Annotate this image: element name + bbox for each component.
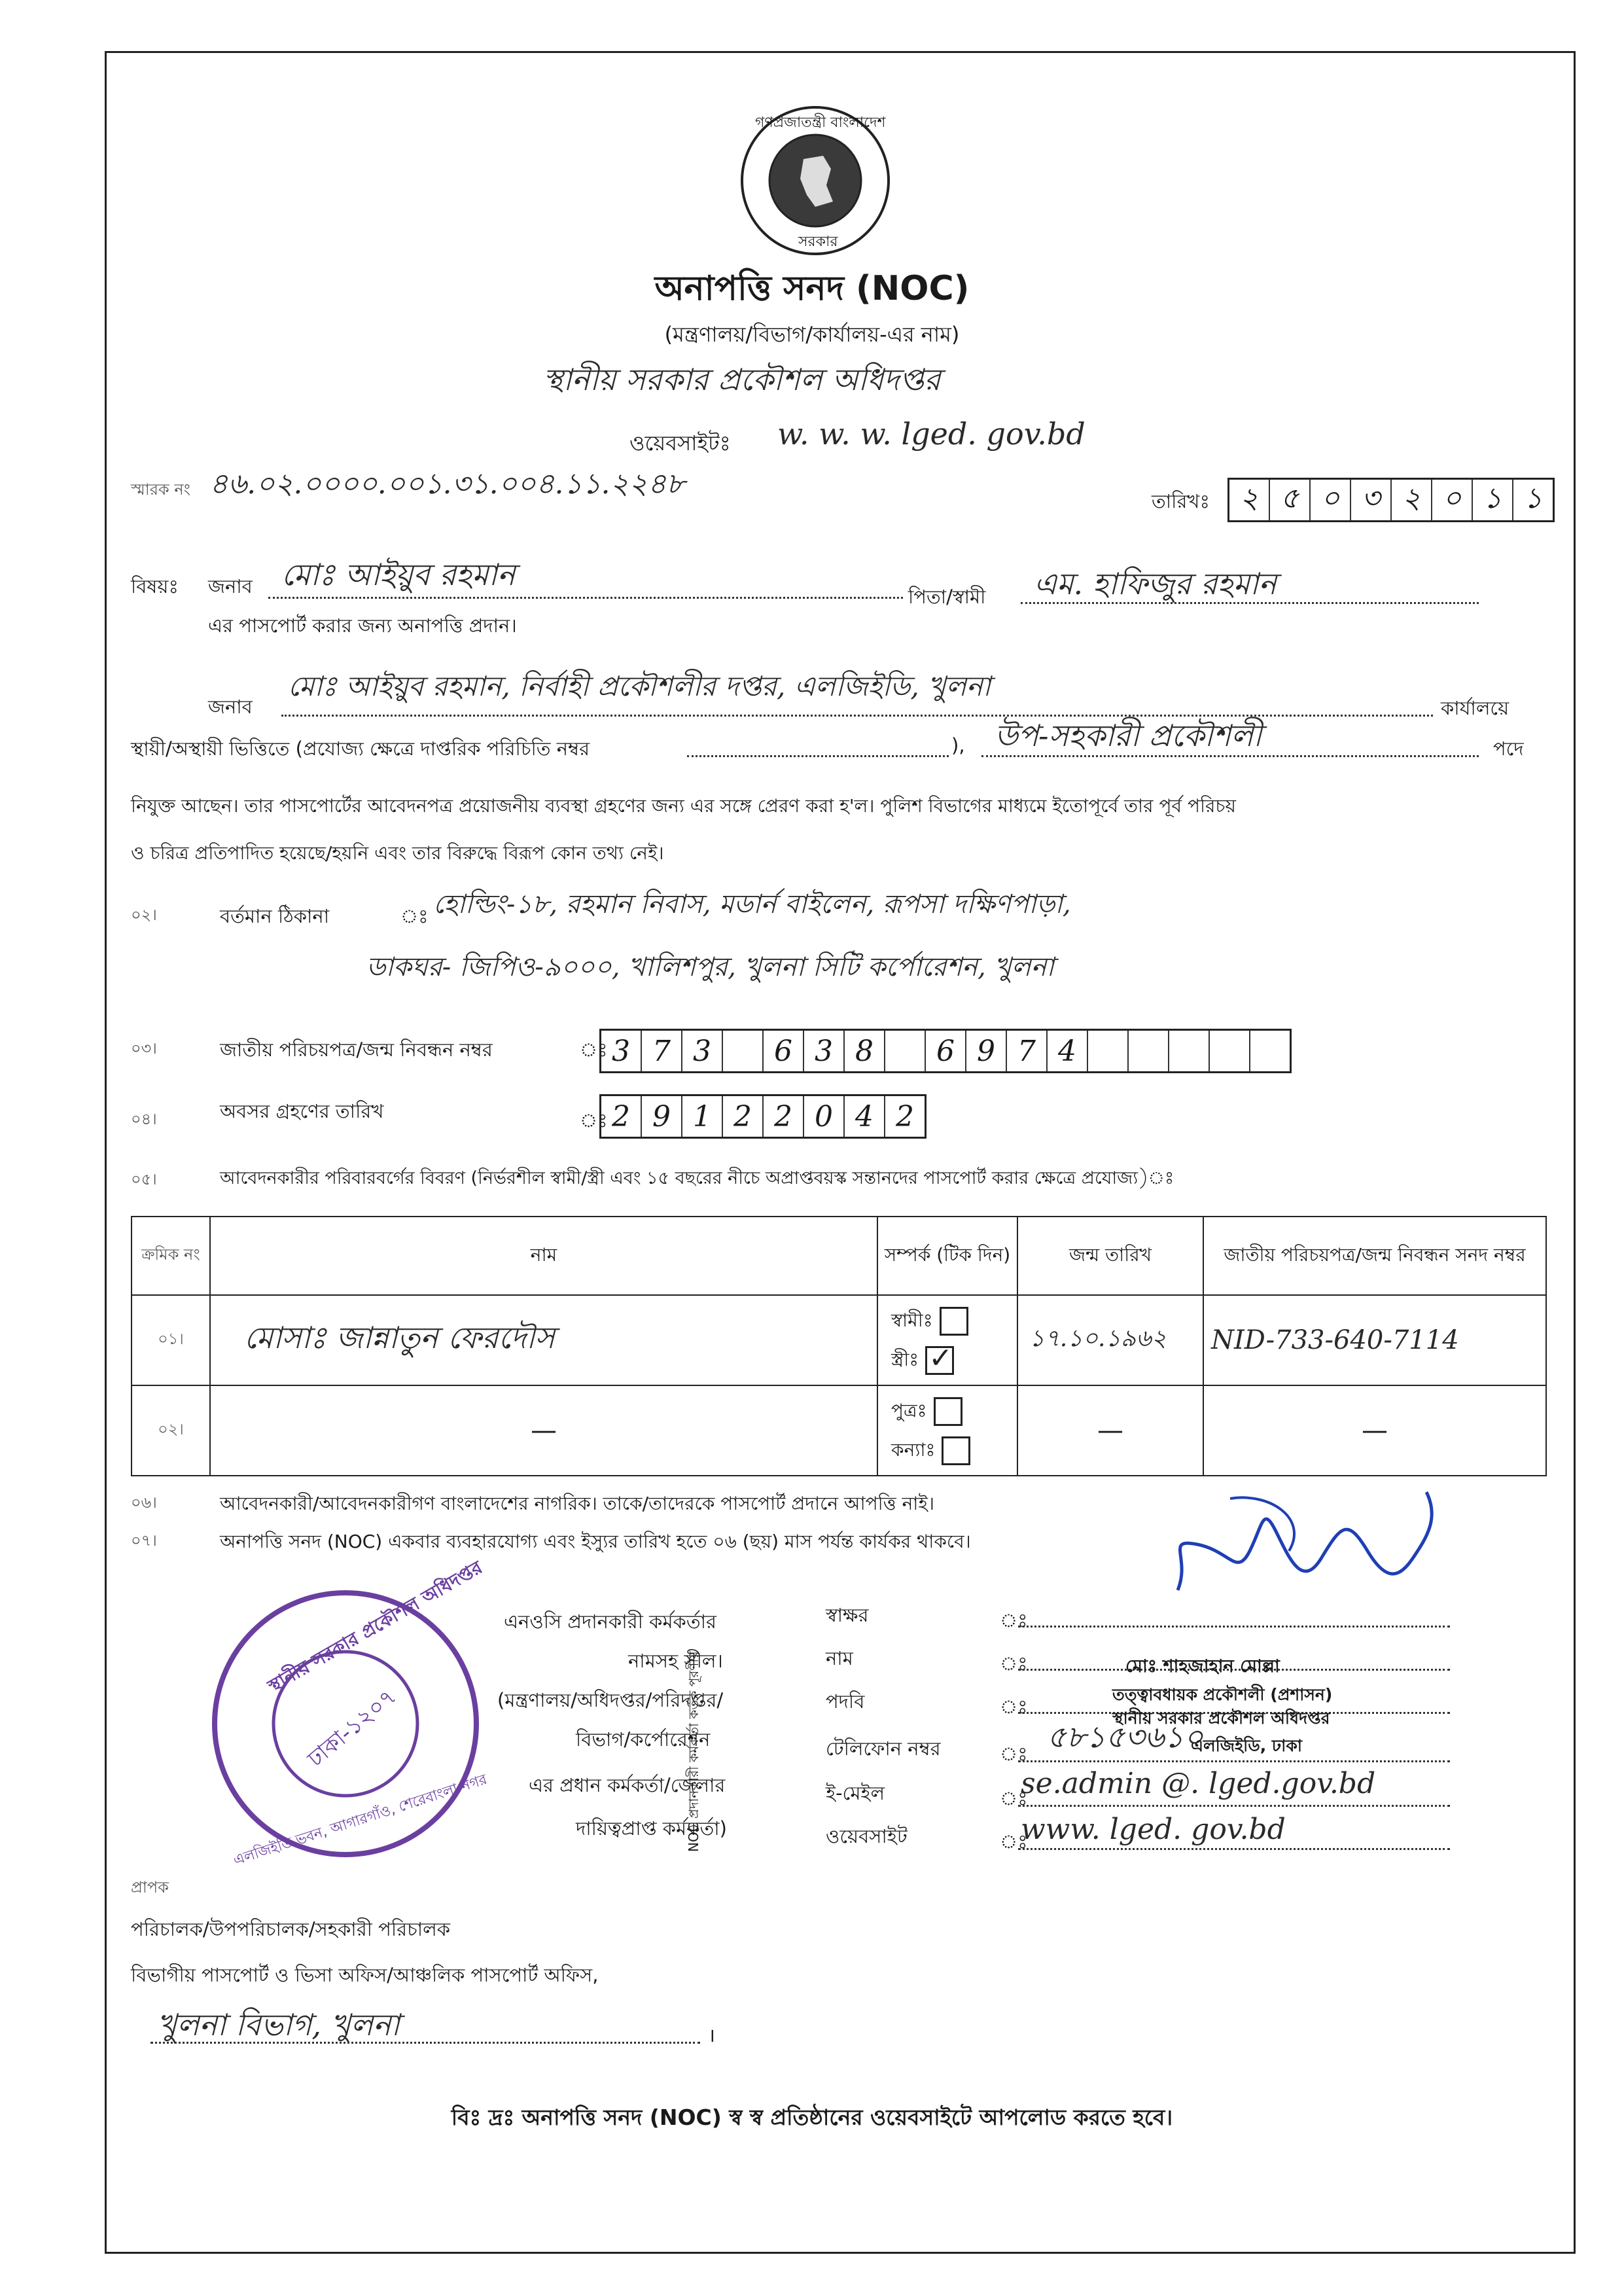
- officer-designation: তত্ত্বাবধায়ক প্রকৌশলী (প্রশাসন): [1112, 1685, 1333, 1704]
- relation-cell: [877, 1295, 1017, 1385]
- body-paragraph-line1: নিযুক্ত আছেন। তার পাসপোর্টের আবেদনপত্র প্রয়োজনীয় ব্যবস্থা গ্রহণের জন্য এর সঙ্গে প্রেরণ করা হ'ল। পুলিশ বিভাগের মাধ্যমে ইতোপূর্বে তার পূর্ব পরিচয়: [131, 795, 1236, 817]
- nid-label: জাতীয় পরিচয়পত্র/জন্ম নিবন্ধন নম্বর: [220, 1039, 493, 1061]
- designation: উপ-সহকারী প্রকৌশলী: [995, 718, 1262, 753]
- family-details-label: আবেদনকারীর পরিবারবর্গের বিবরণ (নির্ভরশীল স্বামী/স্ত্রী এবং ১৫ বছরের নীচে অপ্রাপ্তবয়স্ক সন্তানদের পাসপোর্ট করার ক্ষেত্রে প্রযোজ্য)ঃ: [220, 1168, 1174, 1188]
- date-boxes: [1227, 478, 1555, 522]
- serial-cell: ০১।: [132, 1295, 210, 1385]
- nid-digit: [723, 1031, 764, 1071]
- nid-digit: 3: [682, 1031, 723, 1071]
- dotted-line: [1018, 1805, 1450, 1807]
- item-number: ০৪।: [131, 1110, 157, 1128]
- nid-digit: [885, 1031, 926, 1071]
- date-digit: ৫: [1270, 480, 1311, 520]
- nid-cell: [1203, 1295, 1546, 1385]
- website-value-issuer: www. lged. gov.bd: [1021, 1813, 1286, 1846]
- retire-digit: 2: [764, 1096, 804, 1137]
- subject-label: বিষয়ঃ: [131, 575, 179, 597]
- nid-digit: [1129, 1031, 1169, 1071]
- recipient-line2: বিভাগীয় পাসপোর্ট ও ভিসা অফিস/আঞ্চলিক পাসপোর্ট অফিস,: [131, 1964, 599, 1986]
- item-number: ০৬।: [131, 1493, 157, 1512]
- dotted-line: [1018, 1626, 1450, 1628]
- office-text: মোঃ আইয়ুব রহমান, নির্বাহী প্রকৌশলীর দপ্তর, এলজিইডি, খুলনা: [288, 670, 991, 702]
- retire-digit: 2: [723, 1096, 764, 1137]
- nid-digit: 8: [845, 1031, 885, 1071]
- address-line2: ডাকঘর- জিপিও-৯০০০, খালিশপুর, খুলনা সিটি কর্পোরেশন, খুলনা: [366, 952, 1055, 982]
- basis-text: স্থায়ী/অস্থায়ী ভিত্তিতে (প্রযোজ্য ক্ষেত্রে দাপ্তরিক পরিচিতি নম্বর: [131, 738, 590, 760]
- colon: ঃ: [1000, 1652, 1028, 1675]
- address-line1: হোল্ডিং-১৮, রহমান নিবাস, মডার্ন বাইলেন, রূপসা দক্ষিণপাড়া,: [433, 889, 1071, 919]
- member-name: মোসাঃ জান্নাতুন ফেরদৌস: [244, 1320, 555, 1355]
- father-name: এম. হাফিজুর রহমান: [1034, 566, 1277, 601]
- colon: ঃ: [1000, 1787, 1028, 1809]
- government-emblem: [738, 103, 892, 258]
- body-mr-label: জনাব: [208, 696, 253, 718]
- body-paragraph-line2: ও চরিত্র প্রতিপাদিত হয়েছে/হয়নি এবং তার বিরুদ্ধে বিরূপ কোন তথ্য নেই।: [131, 842, 664, 864]
- memo-label: স্মারক নং: [131, 480, 190, 499]
- office-seal: [208, 1556, 489, 1870]
- table-header-row: [132, 1217, 1546, 1295]
- seal-address-text: এলজিইডি ভবন, আগারগাঁও, শেরেবাংলা নগর: [231, 1771, 489, 1870]
- officer-name: মোঃ শাহজাহান মোল্লা: [1125, 1656, 1280, 1677]
- nid-digit: 7: [642, 1031, 682, 1071]
- applicant-name: মোঃ আইয়ুব রহমান: [281, 557, 516, 592]
- field-label-name: নাম: [826, 1647, 853, 1669]
- daughter-checkbox[interactable]: [942, 1436, 970, 1465]
- colon: ঃ: [1000, 1609, 1028, 1631]
- issuer-line: নামসহ সীল।: [628, 1650, 723, 1672]
- recipient-office-handwritten: খুলনা বিভাগ, খুলনা: [157, 2007, 400, 2042]
- stamp-office-line: স্থানীয় সরকার প্রকৌশল অধিদপ্তর: [1112, 1709, 1330, 1728]
- relation-option: স্বামীঃ: [891, 1301, 1016, 1340]
- husband-checkbox[interactable]: [940, 1307, 968, 1336]
- retire-digit: 4: [845, 1096, 885, 1137]
- issuer-vertical-label: NOC প্রদানকারী কর্মকর্তা কর্তৃক পূরণীয়: [686, 1651, 701, 1852]
- retire-digit: 2: [601, 1096, 642, 1137]
- relation-option: স্ত্রীঃ ✓: [891, 1340, 1016, 1379]
- relation-option: পুত্রঃ: [891, 1391, 1016, 1431]
- table-header: জন্ম তারিখ: [1017, 1217, 1203, 1295]
- issuer-line: (মন্ত্রণালয়/অধিদপ্তর/পরিদপ্তর/: [497, 1689, 724, 1711]
- basis-close: ),: [951, 734, 965, 756]
- item-number: ০৭।: [131, 1531, 157, 1550]
- retirement-boxes: [599, 1094, 927, 1139]
- emblem-text-top: গণপ্রজাতন্ত্রী বাংলাদেশ: [755, 115, 886, 131]
- field-label-website: ওয়েবসাইট: [826, 1825, 908, 1847]
- colon: ঃ: [400, 905, 429, 927]
- family-table: [131, 1216, 1547, 1476]
- page-title: অনাপত্তি সনদ (NOC): [654, 269, 970, 308]
- nid-digit: [1169, 1031, 1210, 1071]
- post-suffix: পদে: [1493, 738, 1524, 760]
- email-value: se.admin @. lged.gov.bd: [1021, 1767, 1376, 1800]
- table-header: নাম: [210, 1217, 877, 1295]
- name-cell: —: [210, 1385, 877, 1476]
- table-header: সম্পর্ক (টিক দিন): [877, 1217, 1017, 1295]
- issuer-line: বিভাগ/কর্পোরেশন: [576, 1728, 711, 1751]
- name-cell: [210, 1295, 877, 1385]
- item-number: ০৫।: [131, 1170, 157, 1188]
- table-header: ক্রমিক নং: [132, 1217, 210, 1295]
- nid-digit: 3: [601, 1031, 642, 1071]
- nid-digit: [1210, 1031, 1250, 1071]
- nid-digit: 7: [1007, 1031, 1048, 1071]
- dotted-line: [1021, 602, 1479, 604]
- nid-digit: [1088, 1031, 1129, 1071]
- dotted-line: [687, 755, 949, 757]
- colon: ঃ: [1000, 1830, 1028, 1853]
- nid-digit: 4: [1048, 1031, 1088, 1071]
- seal-office-text: স্থানীয় সরকার প্রকৌশল অধিদপ্তর: [264, 1556, 486, 1698]
- subject-line2: এর পাসপোর্ট করার জন্য অনাপত্তি প্রদান।: [208, 614, 517, 637]
- issuer-line: এর প্রধান কর্মকর্তা/জেলার: [529, 1774, 726, 1796]
- colon: ঃ: [1000, 1743, 1028, 1765]
- recipient-line1: পরিচালক/উপপরিচালক/সহকারী পরিচালক: [131, 1918, 451, 1940]
- website-label: ওয়েবসাইটঃ: [629, 431, 731, 455]
- date-digit: ১: [1523, 481, 1543, 515]
- seal-city-text: ঢাকা-১২০৭: [302, 1683, 402, 1773]
- date-digit: ০: [1311, 480, 1351, 520]
- issuer-line: দায়িত্বপ্রাপ্ত কর্মকর্তা): [576, 1817, 727, 1840]
- item-number: ০৩।: [131, 1039, 157, 1058]
- retire-digit: 9: [642, 1096, 682, 1137]
- nid-digit: [1250, 1031, 1290, 1071]
- stamp-city-line: এলজিইডি, ঢাকা: [1191, 1736, 1303, 1755]
- field-label-telephone: টেলিফোন নম্বর: [826, 1737, 941, 1760]
- telephone-value: ৫৮১৫৩৬১০: [1047, 1719, 1203, 1754]
- date-digit: ৩: [1351, 480, 1392, 520]
- dotted-line: [1018, 1848, 1450, 1850]
- wife-checkbox[interactable]: [925, 1342, 954, 1375]
- serial-cell: ০২।: [132, 1385, 210, 1476]
- field-label-email: ই-মেইল: [826, 1782, 885, 1804]
- dob-cell: [1017, 1295, 1203, 1385]
- emblem-text-bottom: সরকার: [798, 234, 838, 250]
- retire-digit: 0: [804, 1096, 845, 1137]
- website-value: w. w. w. lged. gov.bd: [777, 416, 1086, 452]
- date-digit: ২: [1229, 480, 1270, 520]
- member-nid: NID-733-640-7114: [1211, 1325, 1459, 1355]
- recipient-label: প্রাপক: [131, 1878, 169, 1896]
- table-header: জাতীয় পরিচয়পত্র/জন্ম নিবন্ধন সনদ নম্বর: [1203, 1217, 1546, 1295]
- citizenship-statement: আবেদনকারী/আবেদনকারীগণ বাংলাদেশের নাগরিক। তাকে/তাদেরকে পাসপোর্ট প্রদানে আপত্তি নাই।: [220, 1493, 935, 1514]
- colon: ঃ: [580, 1039, 608, 1061]
- dotted-line: [150, 2042, 700, 2044]
- signature-image: [1139, 1479, 1466, 1623]
- retire-digit: 1: [682, 1096, 723, 1137]
- office-name-handwritten: স্থানীয় সরকার প্রকৌশল অধিদপ্তর: [543, 362, 941, 397]
- field-label-designation: পদবি: [826, 1690, 865, 1713]
- relation-cell: [877, 1385, 1017, 1476]
- nid-boxes: [599, 1029, 1292, 1073]
- nid-digit: 6: [926, 1031, 966, 1071]
- member-dob: ১৭.১০.১৯৬২: [1029, 1325, 1167, 1352]
- subject-mr-label: জনাব: [208, 575, 253, 597]
- dotted-line: [981, 755, 1479, 757]
- retire-digit: 2: [896, 1099, 914, 1133]
- father-label: পিতা/স্বামী: [908, 586, 986, 608]
- page-subtitle: (মন্ত্রণালয়/বিভাগ/কার্যালয়-এর নাম): [664, 322, 960, 347]
- office-suffix: কার্যালয়ে: [1441, 697, 1509, 719]
- nid-cell: —: [1203, 1385, 1546, 1476]
- relation-option: কন্যাঃ: [891, 1431, 1016, 1470]
- address-label: বর্তমান ঠিকানা: [220, 905, 330, 927]
- colon: ঃ: [580, 1109, 608, 1131]
- dotted-line: [268, 597, 903, 599]
- dob-cell: —: [1017, 1385, 1203, 1476]
- validity-statement: অনাপত্তি সনদ (NOC) একবার ব্যবহারযোগ্য এবং ইস্যুর তারিখ হতে ০৬ (ছয়) মাস পর্যন্ত কার্যকর থাকবে।: [220, 1531, 971, 1552]
- date-label: তারিখঃ: [1152, 490, 1210, 512]
- table-row: [132, 1385, 1546, 1476]
- nid-digit: 6: [764, 1031, 804, 1071]
- date-digit: ২: [1392, 480, 1432, 520]
- recipient-end: ।: [708, 2024, 715, 2046]
- table-row: [132, 1295, 1546, 1385]
- son-checkbox[interactable]: [934, 1397, 962, 1426]
- issuer-line: এনওসি প্রদানকারী কর্মকর্তার: [504, 1610, 716, 1633]
- nid-digit: 3: [804, 1031, 845, 1071]
- item-number: ০২।: [131, 906, 157, 924]
- colon: ঃ: [1000, 1696, 1028, 1718]
- footer-note: বিঃ দ্রঃ অনাপত্তি সনদ (NOC) স্ব স্ব প্রতিষ্ঠানের ওয়েবসাইটে আপলোড করতে হবে।: [451, 2105, 1173, 2130]
- field-label-signature: স্বাক্ষর: [826, 1604, 869, 1626]
- nid-digit: 9: [966, 1031, 1007, 1071]
- retirement-label: অবসর গ্রহণের তারিখ: [220, 1100, 384, 1122]
- date-digit: ১: [1473, 480, 1513, 520]
- date-digit: ০: [1432, 480, 1473, 520]
- check-icon: ✓: [928, 1342, 953, 1375]
- memo-number: ৪৬.০২.০০০০.০০১.৩১.০০৪.১১.২২৪৮: [209, 467, 685, 501]
